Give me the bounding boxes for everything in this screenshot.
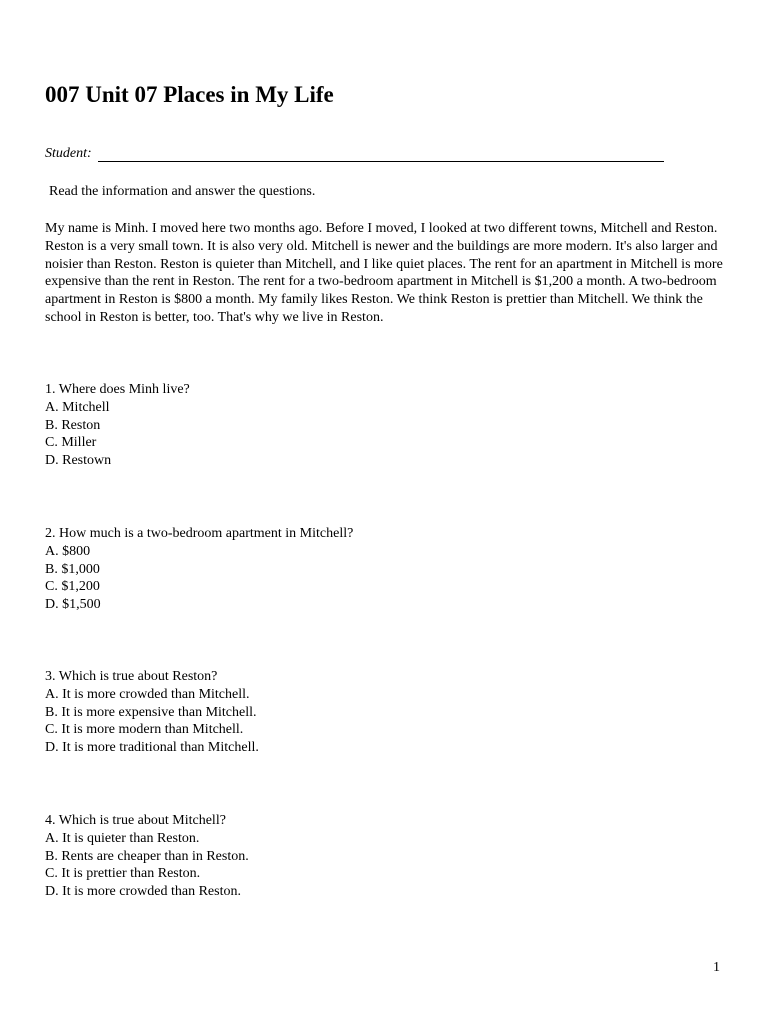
answer-option[interactable]: A. Mitchell xyxy=(45,399,110,415)
answer-option[interactable]: B. $1,000 xyxy=(45,561,100,577)
reading-passage: My name is Minh. I moved here two months ago. Before I moved, I looked at two different towns, Mitchell and Reston. Reston is a very small town. It is also very old. Mitchell is newer and the buildings are more modern. It's also larger and noisier than Reston. Reston is quieter than Mitchell, and I like quiet places. The rent for an apartment in Mitchell is more expensive than the rent in Reston. The rent for a two-bedroom apartment in Mitchell is $1,200 a month. A two-bedroom apartment in Reston is $800 a month. My family likes Reston. We think Reston is prettier than Mitchell. We think the school in Reston is better, too. That's why we live in Reston. xyxy=(45,221,723,325)
answer-option[interactable]: A. $800 xyxy=(45,543,91,559)
instruction-text: Read the information and answer the questions. xyxy=(49,184,316,199)
answer-option[interactable]: D. Restown xyxy=(45,453,112,469)
answer-option[interactable]: A. It is quieter than Reston. xyxy=(45,830,200,846)
document-page xyxy=(45,0,725,1024)
answer-option[interactable]: C. Miller xyxy=(45,435,97,451)
answer-option[interactable]: C. It is more modern than Mitchell. xyxy=(45,722,244,738)
answer-option[interactable]: D. It is more crowded than Reston. xyxy=(45,884,241,900)
question-prompt: 1. Where does Minh live? xyxy=(45,382,190,397)
document-title: 007 Unit 07 Places in My Life xyxy=(45,82,334,107)
question-3 xyxy=(45,668,259,757)
page-number: 1 xyxy=(713,960,720,975)
answer-option[interactable]: C. It is prettier than Reston. xyxy=(45,866,201,882)
answer-option[interactable]: B. Rents are cheaper than in Reston. xyxy=(45,848,249,864)
answer-option[interactable]: A. It is more crowded than Mitchell. xyxy=(45,686,250,702)
answer-option[interactable]: B. Reston xyxy=(45,417,101,433)
answer-option[interactable]: B. It is more expensive than Mitchell. xyxy=(45,704,257,720)
question-prompt: 3. Which is true about Reston? xyxy=(45,669,218,684)
question-4 xyxy=(45,812,249,901)
question-prompt: 2. How much is a two-bedroom apartment in Mitchell? xyxy=(45,526,354,541)
student-name-line[interactable] xyxy=(98,147,664,162)
answer-option[interactable]: C. $1,200 xyxy=(45,579,100,595)
question-2 xyxy=(45,525,353,614)
answer-option[interactable]: D. $1,500 xyxy=(45,597,101,613)
question-prompt: 4. Which is true about Mitchell? xyxy=(45,813,226,828)
answer-option[interactable]: D. It is more traditional than Mitchell. xyxy=(45,740,259,756)
student-name-row xyxy=(45,146,664,162)
student-label: Student: xyxy=(45,146,92,161)
question-1 xyxy=(45,381,190,470)
